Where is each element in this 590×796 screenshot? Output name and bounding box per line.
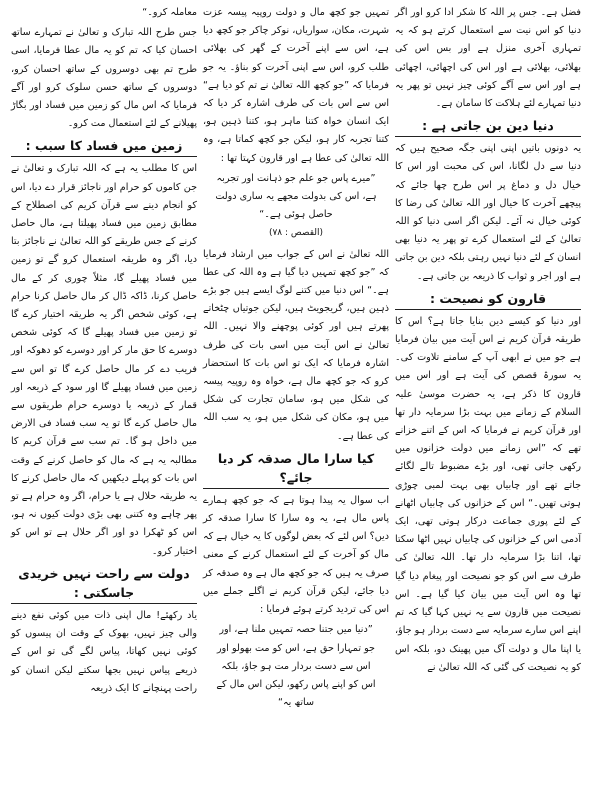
quran-quote: [213, 170, 379, 243]
paragraph: فضل ہے۔ جس پر اللہ کا شکر ادا کرو اور اگر دنیا کو اس نیت سے استعمال کرتے ہو کہ یہ تمہاری آخری منزل ہے اور بس اس کی بھلائی، بھلائی ہے اور اس کی اچھائی، اچھائی ہے اور اس سے آگے کوئی چیز نہیں تو پھر یہ دنیا تمہارے لئے ہلاکت کا سامان ہے۔: [395, 7, 581, 110]
paragraph: اور دنیا کو کیسے دین بنایا جاتا ہے؟ اس کا طریقہ قرآن کریم نے اس آیت میں بیان فرمایا ہے جو میں نے ابھی آپ کے سامنے تلاوت کی۔ یہ سورۃ قصص کی آیت ہے اور اس میں قارون کا ذکر ہے، یہ حضرت موسیٰ علیہ السلام کے زمانے میں بہت بڑا سرمایہ دار تھا اور قرآن کریم نے فرمایا کہ اس کے اتنے خزانے تھے کہ ”اس زمانے میں دولت خزانوں میں رکھی جاتی تھی، اور بڑے مضبوط تالے لگائے جاتے تھے اور چابیاں بھی بہت لمبی چوڑی ہوتی تھیں۔“ اس کے خزانوں کی چابیاں اٹھانے کے لئے پوری جماعت درکار ہوتی تھی، ایک آدمی اس کے خزانوں کی چابیاں نہیں اٹھا سکتا تھا، اتنا بڑا سرمایہ دار تھا۔ اللہ تعالیٰ کی طرف سے اس کو جو نصیحت اور پیغام دیا گیا تھا وہ اس آیت میں بیان کیا گیا ہے۔ اس نصیحت میں قارون سے یہ نہیں کہا گیا کہ تم اپنے اس سارے سرمایہ سے دست بردار ہو جاؤ، یا اپنا مال و دولت آگ میں پھینک دو، بلکہ اس کو یہ نصیحت کی گئی کہ اللہ تعالیٰ نے: [395, 315, 581, 673]
quote-text: ”میرے پاس جو علم جو ذہانت اور تجربہ ہے، اس کی بدولت مجھے یہ ساری دولت حاصل ہوئی ہے۔“: [215, 172, 377, 221]
section-heading: دولت سے راحت نہیں خریدی جاسکتی :: [11, 564, 197, 604]
quote-citation: (القصص : ۷۸): [268, 228, 324, 239]
paragraph: تمہیں جو کچھ مال و دولت روپیہ پیسہ عزت شہرت، مکان، سواریاں، نوکر چاکر جو کچھ دیا ہے، اس سے اپنے آخرت کے گھر کی بھلائی طلب کرو، اس سے اپنی آخرت کو بناؤ۔ یہ جو فرمایا کہ ”جو کچھ اللہ تعالیٰ نے تم کو دیا ہے“ اس سے اس بات کی طرف اشارہ کر دیا کہ ایک انسان خواہ کتنا ماہر ہو، کتنا ذہین ہو، کتنا تجربہ کار ہو، لیکن جو کچھ کماتا ہے، وہ اللہ تعالیٰ کی عطا ہے اور قارون کہتا تھا :: [203, 7, 389, 164]
section-heading: دنیا دین بن جاتی ہے :: [395, 116, 581, 137]
paragraph: اللہ تعالیٰ نے اس کے جواب میں ارشاد فرمایا کہ ”جو کچھ تمہیں دیا گیا ہے وہ اللہ کی عطا ہے۔“ اس دنیا میں کتنے لوگ ایسے ہیں جو بڑے ذہین ہیں، گریجویٹ ہیں، لیکن جوتیاں چٹخاتے پھرتے ہیں اور کوئی پوچھنے والا نہیں۔ اللہ تعالیٰ نے اس آیت میں اسی بات کی طرف اشارہ فرمایا کہ ایک تو اس بات کا استحضار کرو کہ جو کچھ مال ہے، خواہ وہ روپیہ پیسہ کی شکل میں ہو، سامان تجارت کی شکل میں ہو، مکان کی شکل میں ہو، یہ سب اللہ کی عطا ہے۔: [203, 248, 389, 442]
section-heading: کیا سارا مال صدقہ کر دیا جائے؟: [203, 449, 389, 489]
section-heading: قارون کو نصیحت :: [395, 289, 581, 310]
column-middle: [200, 4, 392, 796]
paragraph: یہ دونوں باتیں اپنی اپنی جگہ صحیح ہیں کہ دنیا سے دل لگانا، اس کی محبت اور اس کا خیال دل و دماغ پر اس طرح چھا جائے کہ پیچھے آخرت کا خیال اور اللہ تعالیٰ کی رضا کا کوئی خیال نہ آئے۔ لیکن اگر اسی دنیا کو اللہ تعالیٰ کے لئے استعمال کرے تو پھر یہ دنیا بھی انسان کے لئے دنیا نہیں رہتی بلکہ دین بن جاتی ہے اور اجر و ثواب کا ذریعہ بن جاتی ہے۔: [395, 143, 581, 282]
paragraph: اس کا مطلب یہ ہے کہ اللہ تبارک و تعالیٰ نے جن کاموں کو حرام اور ناجائز قرار دے دیا، اس کو انجام دینے سے قرآن کریم کی اصطلاح کے مطابق زمین میں فساد پھیلتا ہے، مال حاصل کرنے کے جس طریقے کو اللہ تعالیٰ نے ناجائز بتا دیا، اگر وہ طریقہ استعمال کرو گے تو زمین میں فساد پھیلے گا، مثلاً چوری کر کے مال حاصل کرنا، ڈاکہ ڈال کر مال حاصل کرنا حرام ہے، کوئی شخص اگر یہ طریقہ اختیار کرے گا تو زمین میں فساد پھیلے گا کہ کوئی شخص دوسرے کا حق مار کر اور دوسرے کو دھوکہ اور فریب دے کر مال حاصل کرے گا تو اس سے زمین میں فساد پھیلے گا اور سود کے ذریعہ اور قمار کے ذریعہ یا دوسرے حرام طریقوں سے مال حاصل کرے گا تو یہ سب فساد فی الارض میں داخل ہو گا۔ تم سب سے قرآن کریم کا مطالبہ یہ ہے کہ مال کو حاصل کرنے کے وقت اس بات کو پہلے دیکھیں کہ مال حاصل کرنے کا یہ طریقہ حلال ہے یا حرام، اگر وہ حرام ہے تو پھر چاہے وہ کتنی بھی بڑی دولت کیوں نہ ہو، اس کو ٹھکرا دو اور اگر حلال ہے تو اس کو اختیار کرو۔: [11, 163, 197, 557]
paragraph: جس طرح اللہ تبارک و تعالیٰ نے تمہارے ساتھ احسان کیا کہ تم کو یہ مال عطا فرمایا، اسی طرح تم بھی دوسروں کے ساتھ احسان کرو، دوسروں کے ساتھ حسن سلوک کرو اور آگے فرمایا کہ اس مال کو زمین میں فساد اور بگاڑ پھیلانے کے لئے استعمال مت کرو۔: [11, 27, 197, 130]
column-right: [392, 4, 584, 796]
paragraph: یاد رکھئے! مال اپنی ذات میں کوئی نفع دینے والی چیز نہیں، بھوک کے وقت ان پیسوں کو کوئی نہیں کھاتا، پیاس لگے گی تو اس کے ذریعے پیاس نہیں بجھا سکتے لیکن انسان کو راحت پہنچانے کا ایک ذریعہ: [11, 609, 197, 694]
paragraph: معاملہ کرو۔“: [142, 7, 197, 18]
section-heading: زمین میں فساد کا سبب :: [11, 136, 197, 157]
paragraph: اب سوال یہ پیدا ہوتا ہے کہ جو کچھ ہمارے پاس مال ہے، یہ وہ سارا کا سارا صدقہ کر دیں؟ اس لئے کہ بعض لوگوں کا یہ خیال ہے کہ مال کو آخرت کے لئے استعمال کرنے کے معنی صرف یہ ہیں کہ جو کچھ مال ہے وہ صدقہ کر دیا جائے، لیکن قرآن کریم نے اگلے جملے میں اس کی تردید کرتے ہوئے فرمایا :: [203, 494, 389, 616]
quran-quote: [213, 621, 379, 712]
column-left: [8, 4, 200, 796]
quote-text: ”دنیا میں جتنا حصہ تمہیں ملنا ہے، اور جو تمہارا حق ہے، اس کو مت بھولو اور اس سے دست بردار مت ہو جاؤ، بلکہ اس کو اپنے پاس رکھو، لیکن اس مال کے ساتھ یہ“: [216, 624, 376, 709]
